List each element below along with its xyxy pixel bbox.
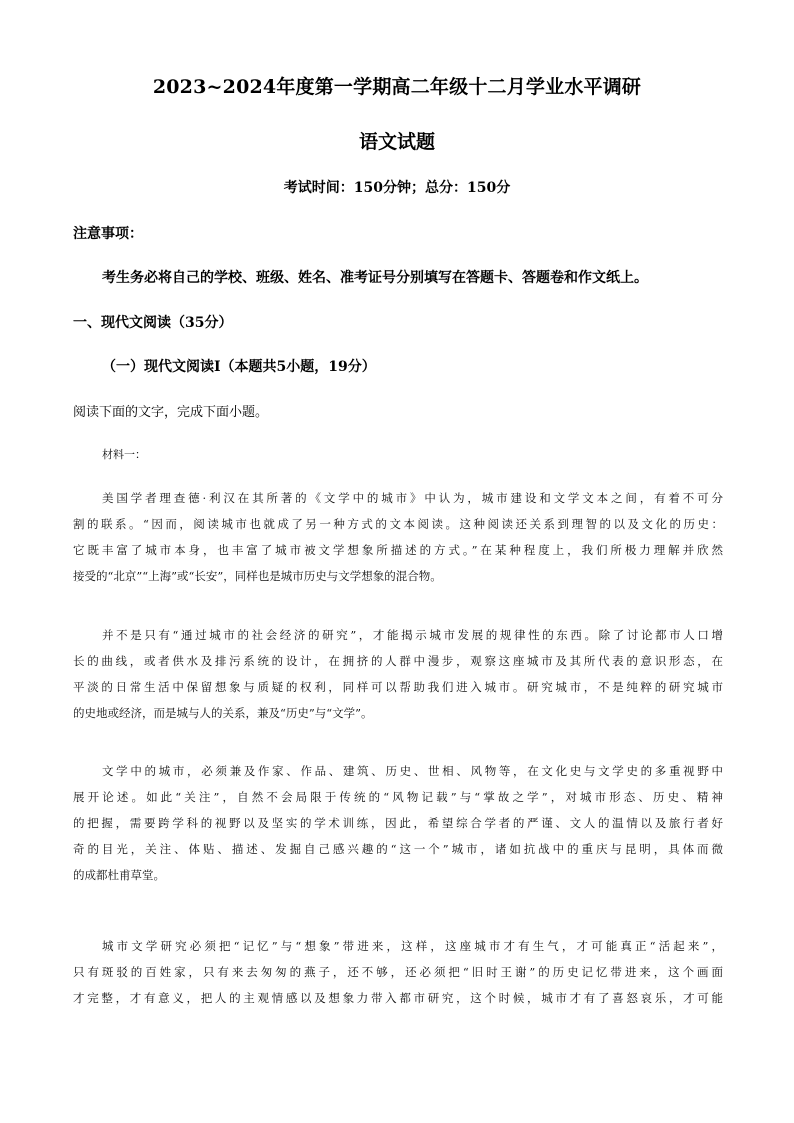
section-heading: 一、现代文阅读（35分）	[73, 315, 233, 331]
paragraph-2	[73, 622, 723, 726]
subject-title: 语文试题	[358, 131, 435, 153]
paragraph-line: 平淡的日常生活中保留想象与质疑的权利，同样可以帮助我们进入城市。研究城市，不是纯粹的研究城市	[73, 680, 723, 694]
paragraph-1	[73, 485, 723, 589]
paragraph-line: 展开论述。如此“关注”，自然不会局限于传统的“风物记载”与“掌故之学”，对城市形态、历史、精神	[73, 790, 723, 804]
paragraph-line: 奇的目光，关注、体贴、描述、发掘自己感兴趣的“这一个”城市，诸如抗战中的重庆与昆明，具体而微	[73, 842, 723, 856]
paragraph-line: 城市文学研究必须把“记忆”与“想象”带进来，这样，这座城市才有生气，才可能真正“活起来”，	[102, 939, 723, 953]
paragraph-line: 长的曲线，或者供水及排污系统的设计，在拥挤的人群中漫步，观察这座城市及其所代表的意识形态，在	[73, 654, 723, 668]
exam-time-and-score: 考试时间：150分钟；总分：150分	[283, 180, 511, 196]
notice-heading: 注意事项：	[73, 226, 143, 242]
paragraph-line: 美国学者理查德·利汉在其所著的《文学中的城市》中认为，城市建设和文学文本之间，有着不可分	[102, 491, 723, 505]
paragraph-line: 它既丰富了城市本身，也丰富了城市被文学想象所描述的方式。”在某种程度上，我们所极力理解并欣然	[73, 543, 723, 557]
paragraph-line: 接受的“北京”“上海”或“长安”，同样也是城市历史与文学想象的混合物。	[73, 569, 442, 583]
paragraph-line: 只有斑驳的百姓家，只有来去匆匆的燕子，还不够，还必须把“旧时王谢”的历史记忆带进来，这个画面	[73, 965, 723, 979]
exam-title: 2023~2024年度第一学期高二年级十二月学业水平调研	[152, 76, 642, 98]
subsection-heading: （一）现代文阅读Ⅰ（本题共5小题，19分）	[102, 359, 376, 375]
paragraph-line: 文学中的城市，必须兼及作家、作品、建筑、历史、世相、风物等，在文化史与文学史的多重视野中	[102, 764, 723, 778]
paragraph-line: 的史地或经济，而是城与人的关系，兼及“历史”与“文学”。	[73, 706, 373, 720]
paragraph-line: 并不是只有“通过城市的社会经济的研究”，才能揭示城市发展的规律性的东西。除了讨论都市人口增	[102, 628, 723, 642]
notice-body: 考生务必将自己的学校、班级、姓名、准考证号分别填写在答题卡、答题卷和作文纸上。	[102, 270, 648, 286]
material-label: 材料一：	[102, 448, 146, 461]
reading-instruction: 阅读下面的文字，完成下面小题。	[73, 405, 269, 420]
paragraph-line: 的把握，需要跨学科的视野以及坚实的学术训练，因此，希望综合学者的严谨、文人的温情以及旅行者好	[73, 816, 723, 830]
paragraph-4	[73, 933, 723, 1011]
paragraph-line: 的成都杜甫草堂。	[73, 868, 165, 882]
paragraph-line: 割的联系。“因而，阅读城市也就成了另一种方式的文本阅读。这种阅读还关系到理智的以及文化的历史：	[73, 517, 723, 531]
paragraph-line: 才完整，才有意义，把人的主观情感以及想象力带入都市研究，这个时候，城市才有了喜怒哀乐，才可能	[73, 991, 723, 1005]
paragraph-3	[73, 758, 723, 888]
